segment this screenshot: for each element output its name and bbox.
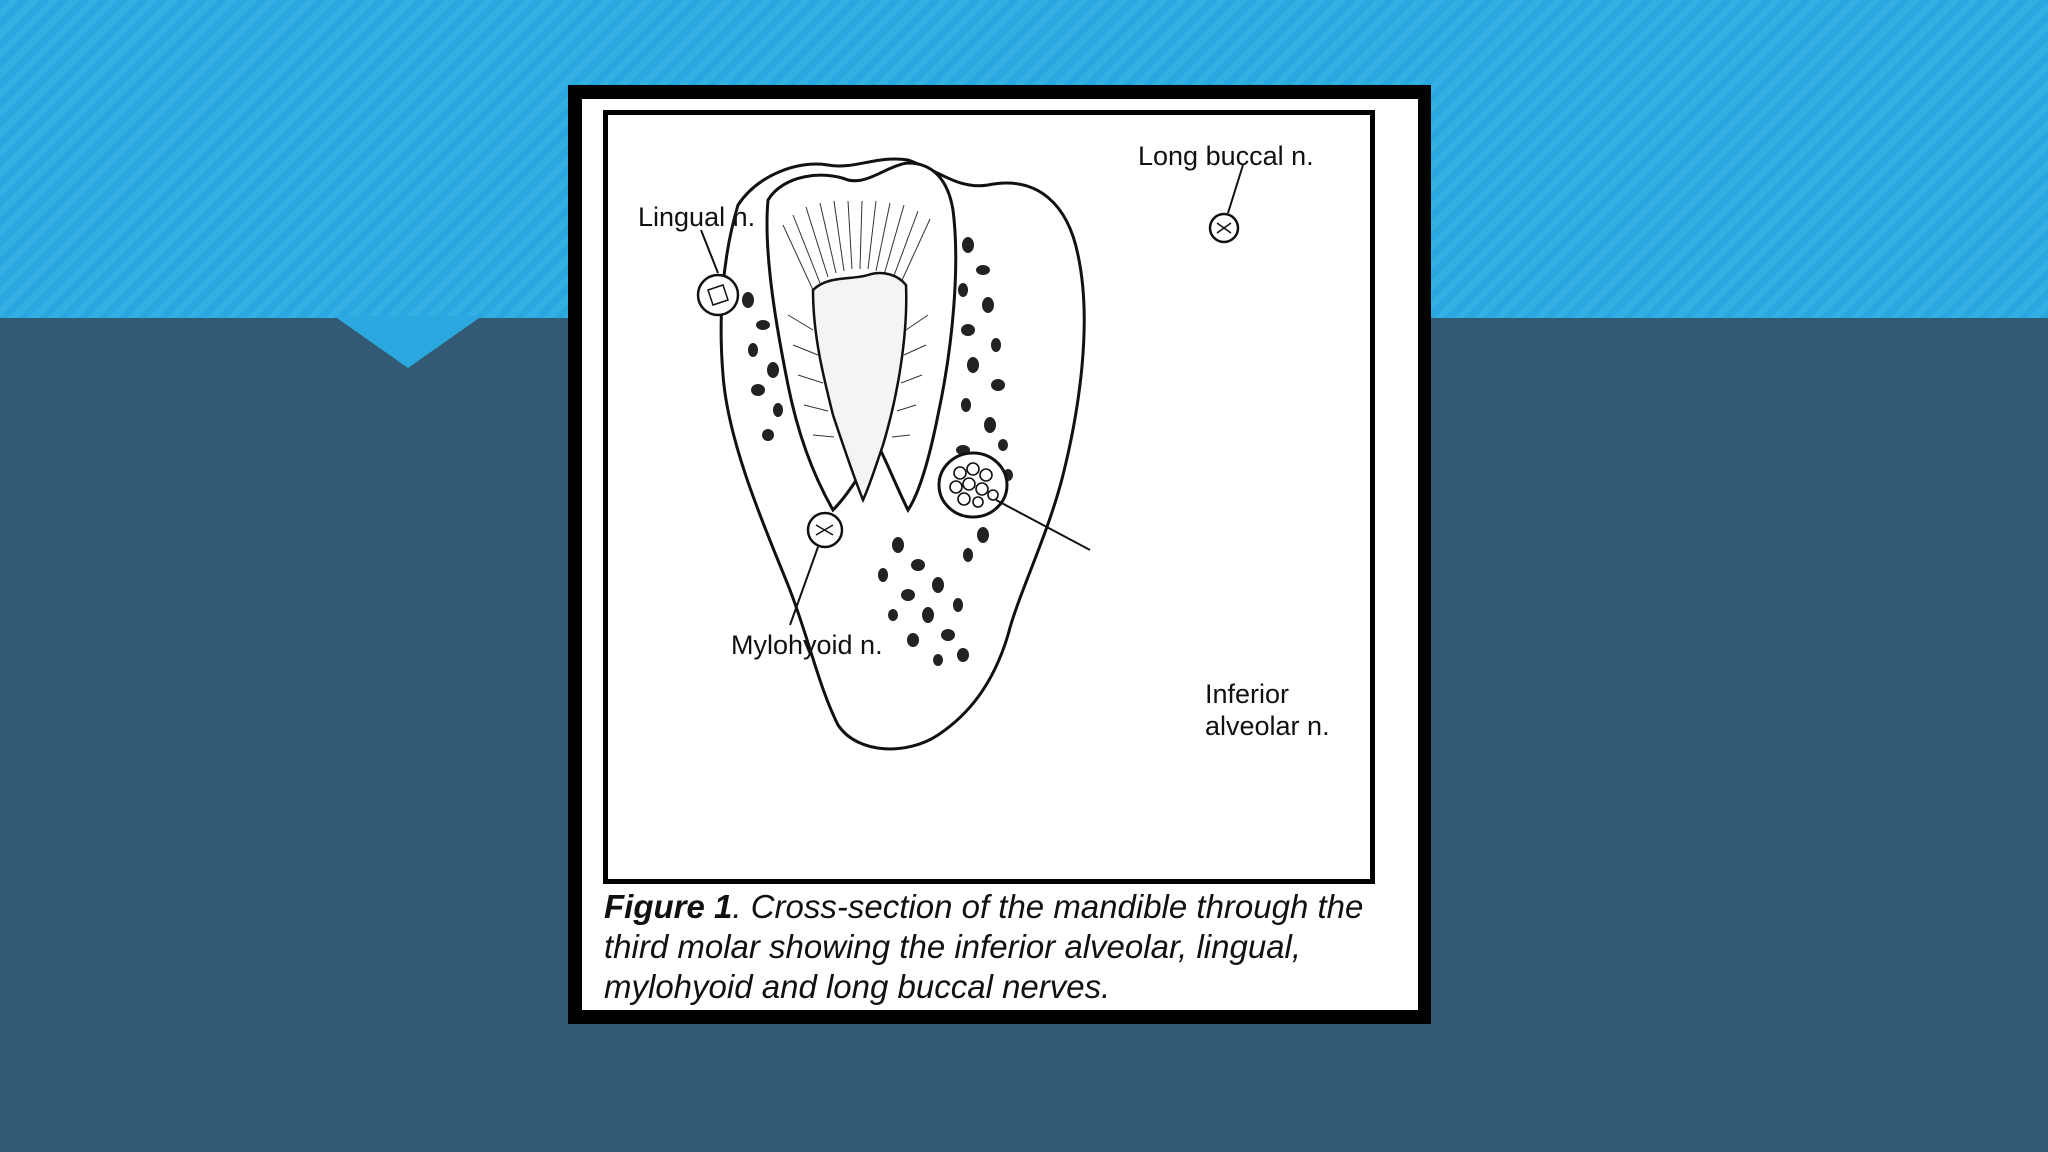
label-inferior-alveolar-line1: Inferior	[1205, 679, 1290, 709]
banner-notch	[334, 316, 482, 368]
lingual-nerve	[698, 275, 738, 315]
label-lingual: Lingual n.	[638, 202, 756, 232]
mandible-illustration	[603, 110, 1375, 884]
figure-caption-label: Figure 1	[604, 888, 733, 925]
long-buccal-nerve	[1210, 214, 1238, 242]
label-mylohyoid: Mylohyoid n.	[731, 630, 883, 660]
mylohyoid-nerve	[808, 513, 842, 547]
inferior-alveolar-canal	[939, 453, 1007, 517]
label-inferior-alveolar-line2: alveolar n.	[1205, 711, 1330, 741]
figure-caption-text: . Cross-section of the mandible through the third molar showing the inferior alveolar, lingual, mylohyoid and long buccal nerves.	[604, 888, 1364, 1005]
label-long-buccal: Long buccal n.	[1138, 141, 1314, 171]
figure-caption	[604, 887, 1404, 1007]
